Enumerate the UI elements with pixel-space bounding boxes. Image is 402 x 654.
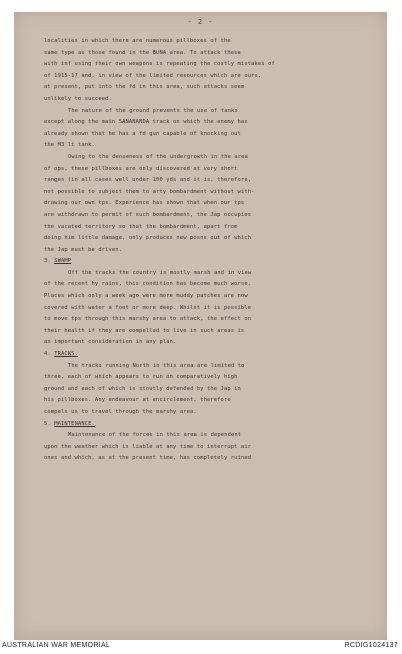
section-line: Maintenance of the forces in this area is dependent xyxy=(68,432,242,439)
section-line: their health if they are compelled to live in such areas is xyxy=(44,327,245,334)
paragraph-line: not possible to subject them to arty bombardment without with- xyxy=(44,188,255,195)
footer xyxy=(0,641,402,654)
section-line: upon the weather which is liable at any time to interrupt air xyxy=(44,443,252,450)
paragraph-line: are withdrawn to permit of such bombardment, the Jap occupies xyxy=(44,211,252,218)
paragraph-line: The nature of the ground prevents the use of tanks xyxy=(68,107,238,114)
section-title: SWAMP xyxy=(54,258,72,265)
section-line: three, each of which appears to run on comparatively high xyxy=(44,374,238,381)
paragraph-line: the vacated territory so that the bombardment, apart from xyxy=(44,223,238,230)
footer-credit: AUSTRALIAN WAR MEMORIAL xyxy=(2,642,111,649)
section-number: 5. xyxy=(44,420,51,427)
paragraph-line: localities in which there are numerous pillboxes of the xyxy=(44,38,231,44)
document-body xyxy=(44,36,373,465)
section-title: MAINTENANCE. xyxy=(54,420,95,427)
section-line: to move tps through this marshy area to attack, the effect on xyxy=(44,316,252,323)
section-line: ones and which, as at the present time, has completely ruined xyxy=(44,455,252,462)
paragraph-line: ranges (in all cases well under 100 yds and it is, therefore, xyxy=(44,177,252,184)
paragraph-line: doing him little damage, only produces new posns out of which xyxy=(44,235,252,242)
section-line: Off the tracks the country is mostly marsh and in view xyxy=(68,269,252,276)
section-line: compels us to travel through the marshy area. xyxy=(44,409,197,415)
section-line: his pillboxes. Any endeavour at encirclement, therefore xyxy=(44,397,231,404)
paragraph-line: of 1915-17 and, in view of the limited resources which are ours, xyxy=(44,72,262,79)
footer-id: RCDIG1024137 xyxy=(344,642,398,649)
section-number: 4. xyxy=(44,351,51,358)
section-line: The tracks running North in this area are limited to xyxy=(68,362,245,369)
paragraph-line: already shown that he has a fd gun capable of knocking out xyxy=(44,130,241,137)
paragraph-line: drawing our own tps. Experience has shown that when our tps xyxy=(44,200,245,207)
section-heading xyxy=(44,256,373,268)
section-title: TRACKS. xyxy=(54,351,78,358)
section-line: an important consideration in any plan. xyxy=(44,339,177,346)
section-heading xyxy=(44,349,373,361)
paragraph-line: unlikely to succeed. xyxy=(44,95,112,102)
section-line: of the recent hy rains, this condition has become much worse. xyxy=(44,281,252,288)
section-line: ground and each of which is stoutly defended by the Jap in xyxy=(44,385,241,392)
paragraph-line: same type as those found in the BUNA area. To attack these xyxy=(44,49,241,56)
paragraph-line: except along the main SANANANDA track on which the enemy has xyxy=(44,119,248,126)
document-page xyxy=(14,12,387,640)
section-heading xyxy=(44,419,373,431)
paragraph-line: Owing to the denseness of the undergrowth in the area xyxy=(68,153,248,160)
page-number: - 2 - xyxy=(187,18,214,26)
section-line: covered with water a foot or more deep. Whilst it is possible xyxy=(44,304,252,311)
paragraph-line: the Jap must be driven. xyxy=(44,246,123,253)
paragraph-line: with inf using their own weapons is repeating the costly mistakes of xyxy=(44,61,275,68)
paragraph-line: of ops, these pillboxes are only discovered at very short xyxy=(44,165,238,172)
paragraph-line: the M3 lt tank. xyxy=(44,142,95,149)
paragraph-line: at present, put into the fd in this area, such attacks seem xyxy=(44,84,245,91)
section-line: Places which only a week ago were more muddy patches are now xyxy=(44,293,248,300)
section-number: 3. xyxy=(44,258,51,265)
